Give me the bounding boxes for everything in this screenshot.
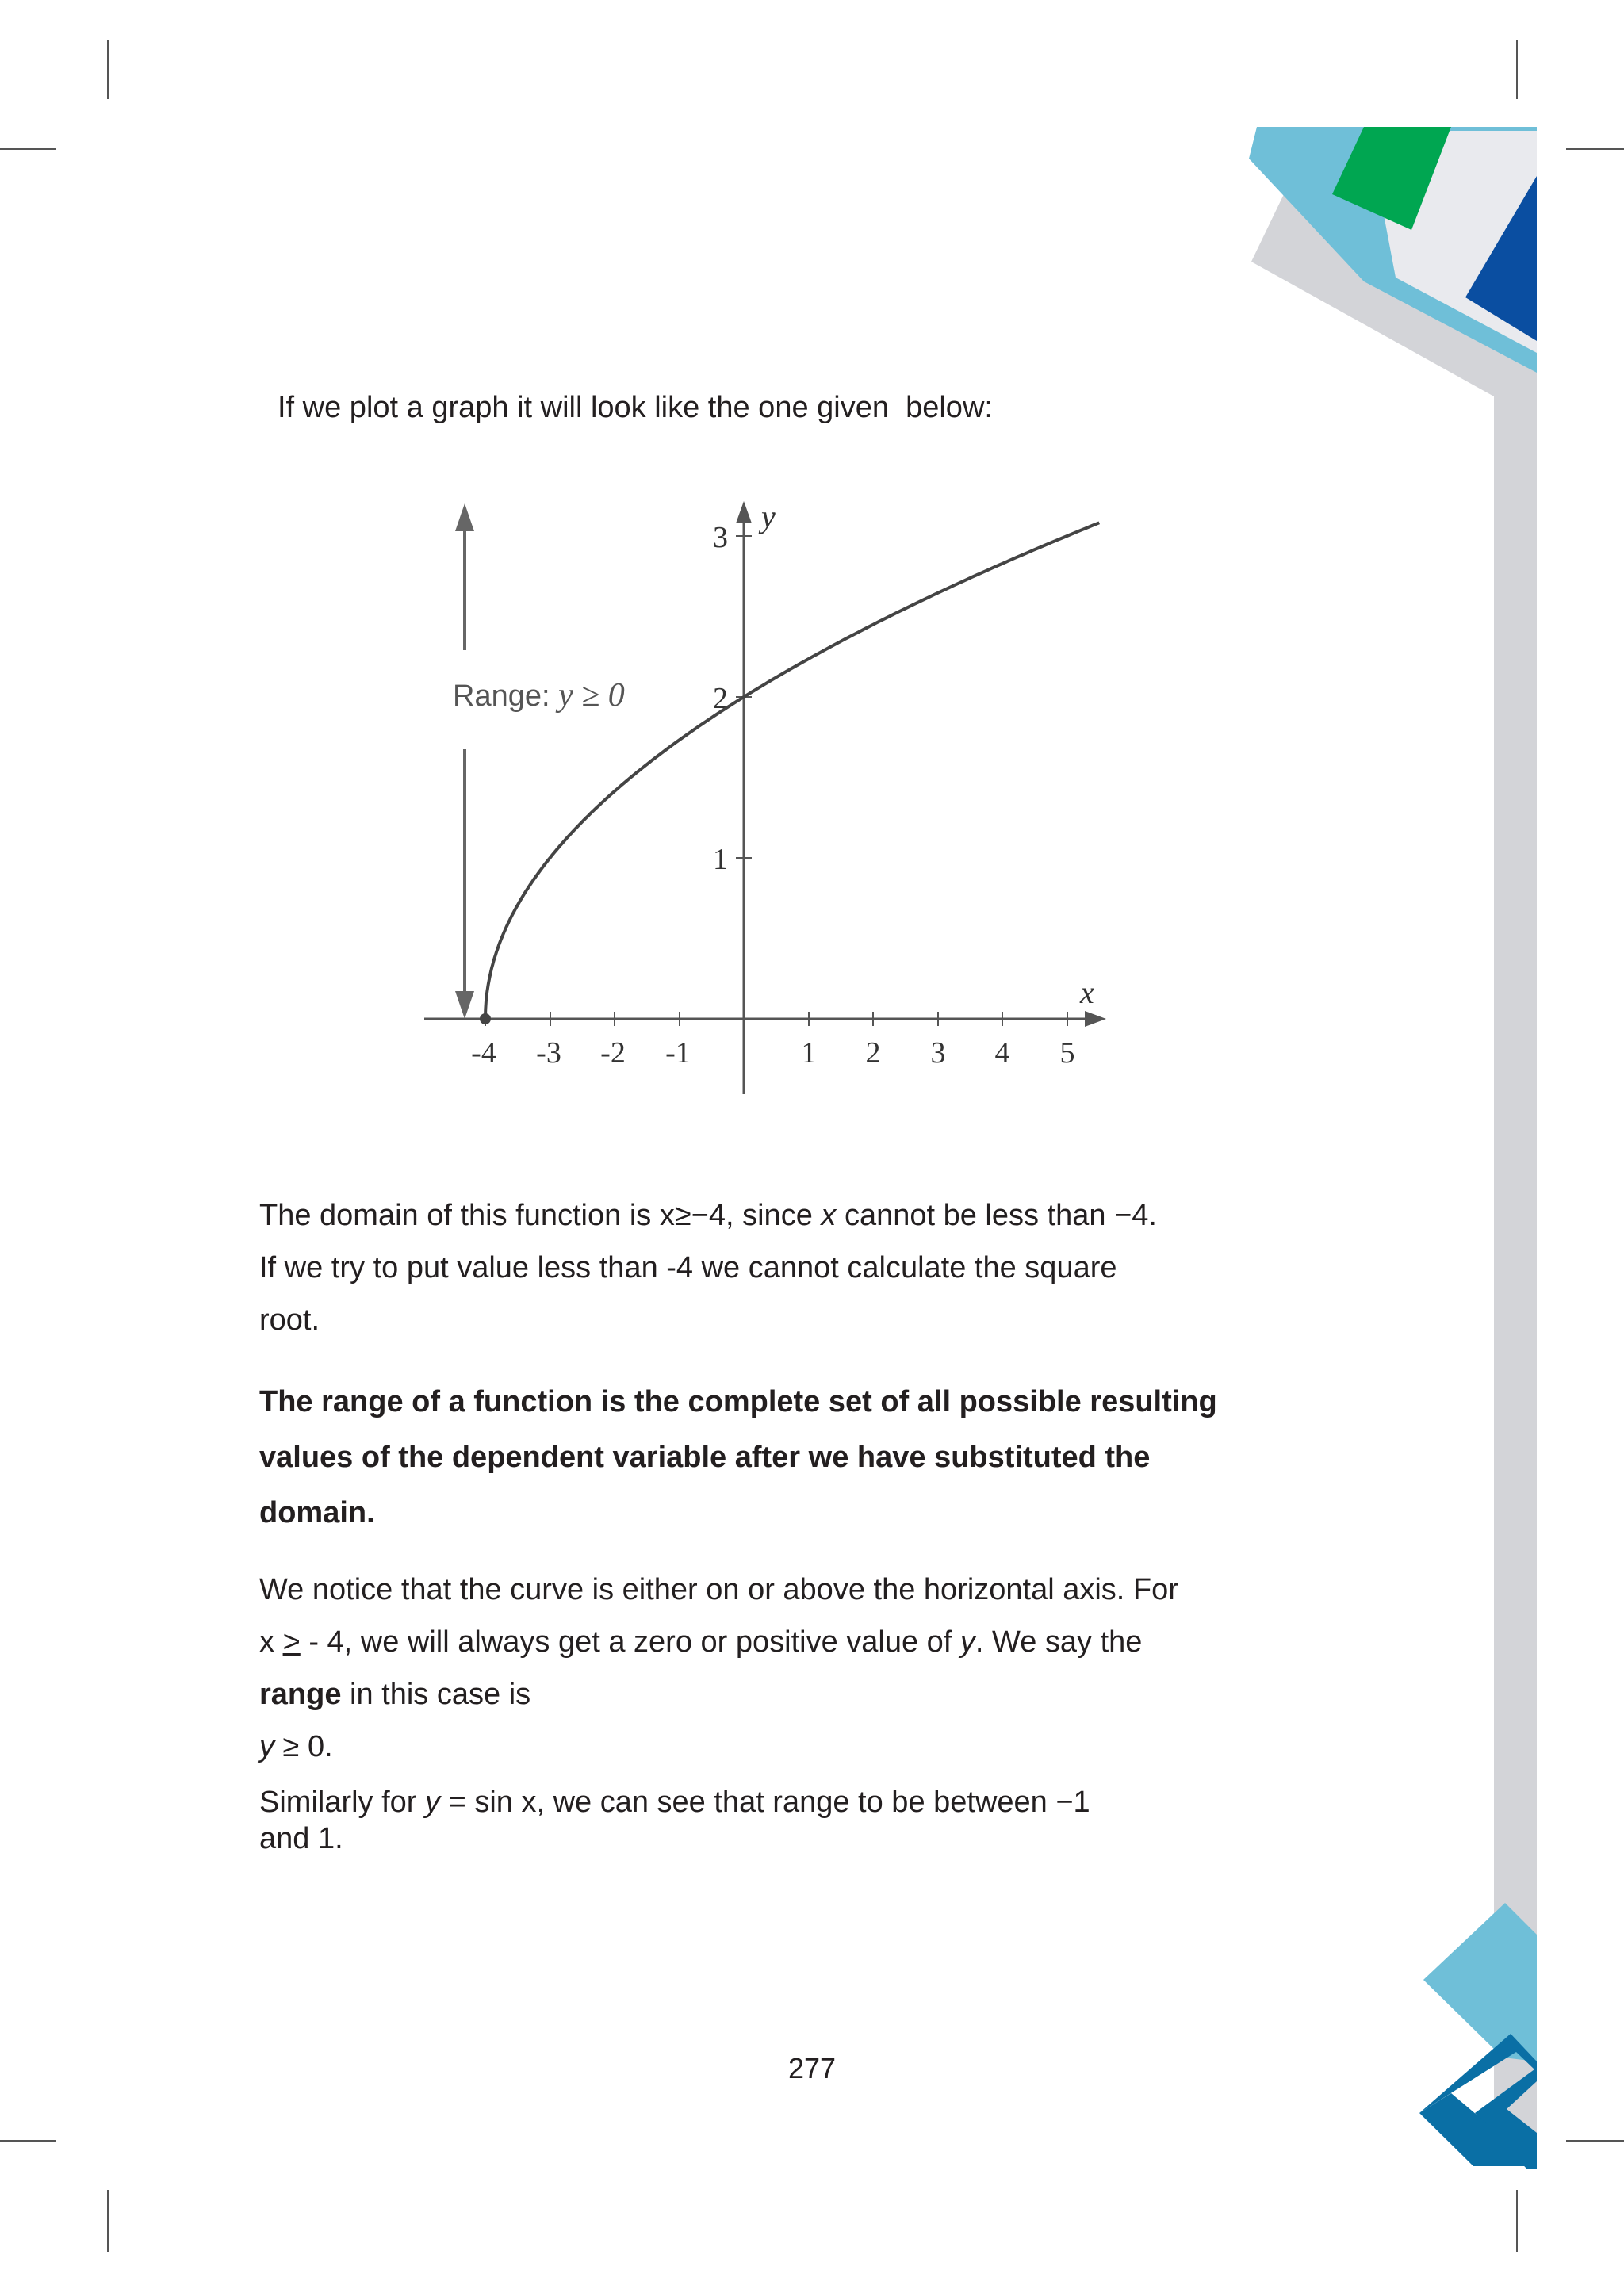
sine-line-2: and 1.	[259, 1822, 343, 1855]
x-axis-arrow	[1085, 1011, 1106, 1027]
x-tick-label: 3	[930, 1036, 946, 1070]
explanation-line-1: We notice that the curve is either on or above the horizontal axis. For	[259, 1573, 1178, 1606]
y-tick-label: 1	[713, 843, 728, 876]
range-arrow-head-up	[455, 503, 474, 531]
x-tick-label: 4	[994, 1036, 1010, 1070]
y-axis-arrow	[736, 501, 752, 523]
x-tick-label: 2	[865, 1036, 881, 1070]
page-number: 277	[787, 2052, 837, 2084]
sine-line-1: Similarly for y = sin x, we can see that range to be between −1	[259, 1786, 1090, 1819]
x-tick-label: -2	[600, 1036, 626, 1070]
domain-paragraph	[259, 1189, 1295, 1346]
definition-line-1: The range of a function is the complete set of all possible resulting	[259, 1385, 1217, 1418]
x-tick-label: 1	[801, 1036, 817, 1070]
explanation-line-3: range in this case is	[259, 1678, 531, 1711]
domain-line-2: If we try to put value less than -4 we cannot calculate the square	[259, 1251, 1117, 1284]
range-arrow-head-down	[455, 991, 474, 1019]
x-tick-label: -1	[665, 1036, 691, 1070]
sine-paragraph	[259, 1784, 1090, 1857]
explanation-line-4: y ≥ 0.	[259, 1730, 333, 1763]
intro-text: If we plot a graph it will look like the one given below:	[278, 391, 993, 424]
x-tick-label: -3	[536, 1036, 561, 1070]
domain-line-1: The domain of this function is x≥−4, since x cannot be less than −4.	[259, 1199, 1157, 1232]
definition-line-2: values of the dependent variable after we have substituted the	[259, 1441, 1151, 1474]
y-tick-label: 3	[713, 521, 728, 554]
y-tick-label: 2	[713, 682, 728, 715]
x-axis-label: x	[1080, 974, 1094, 1010]
range-label-math: y ≥ 0	[558, 677, 625, 714]
y-axis-label: y	[761, 499, 776, 534]
sqrt-curve	[485, 523, 1099, 1019]
range-label	[453, 677, 625, 714]
x-tick-label: 5	[1059, 1036, 1075, 1070]
range-definition	[259, 1374, 1295, 1541]
curve-start-point	[480, 1013, 491, 1024]
domain-line-3: root.	[259, 1303, 320, 1337]
definition-line-3: domain.	[259, 1496, 375, 1529]
range-label-prefix: Range:	[453, 679, 559, 713]
explanation-line-2: x > - 4, we will always get a zero or positive value of y. We say the	[259, 1625, 1143, 1659]
x-tick-label: -4	[471, 1036, 496, 1070]
range-explanation	[259, 1564, 1295, 1773]
